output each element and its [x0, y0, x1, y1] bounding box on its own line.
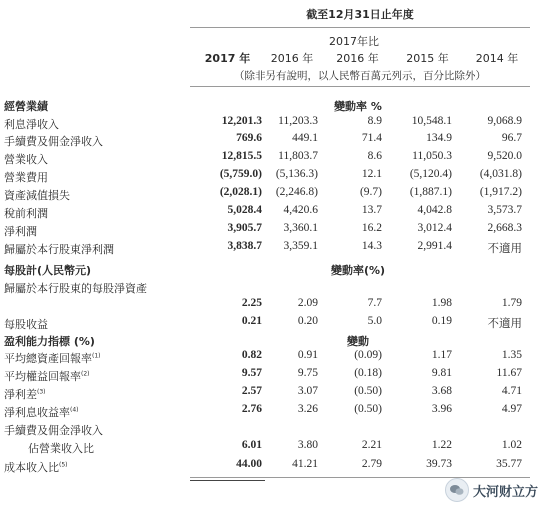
row-label-text: 歸屬於本行股東的每股淨資產	[4, 282, 147, 295]
table-cell: 14.3	[361, 240, 382, 252]
section-per-share-change: 變動率(%)	[330, 264, 386, 277]
row-label-text: 手續費及佣金淨收入	[4, 135, 103, 148]
table-cell: 449.1	[292, 132, 318, 144]
table-cell: 3,573.7	[487, 204, 522, 216]
table-cell: 5.0	[367, 315, 382, 327]
table-cell: (2,028.1)	[219, 186, 262, 198]
table-cell: 9,520.0	[487, 150, 522, 162]
footnote-marker: (4)	[70, 406, 79, 414]
table-cell: 2,668.3	[487, 222, 522, 234]
row-label-text: 歸屬於本行股東淨利潤	[4, 243, 114, 256]
row-label	[4, 151, 48, 167]
row-label-text: 淨利差	[4, 388, 37, 401]
footnote-marker: (3)	[37, 388, 46, 396]
comparison-header: 2017年比	[329, 35, 379, 48]
table-cell: 3.96	[431, 403, 452, 415]
row-label	[4, 404, 79, 420]
table-cell: 1.98	[431, 297, 452, 309]
year-header-2014: 2014 年	[475, 52, 519, 65]
table-cell: 9.75	[297, 367, 318, 379]
table-cell: 71.4	[361, 132, 382, 144]
table-cell: (2,246.8)	[275, 186, 318, 198]
row-label-text: 每股收益	[4, 318, 48, 331]
table-cell: 5,028.4	[227, 204, 262, 216]
row-label	[4, 350, 101, 366]
table-cell: 11,803.7	[278, 150, 318, 162]
table-cell: (0.50)	[354, 403, 382, 415]
table-cell: 6.01	[241, 439, 262, 451]
table-cell: 4.71	[501, 385, 522, 397]
table-cell: (1,917.2)	[479, 186, 522, 198]
footnote-marker: (5)	[59, 461, 68, 469]
watermark-text: 大河财立方	[472, 484, 538, 500]
table-cell: (0.09)	[354, 349, 382, 361]
row-label-text: 成本收入比	[4, 461, 59, 474]
section-per-share: 每股計(人民幣元)	[4, 264, 92, 277]
table-cell: 2.57	[241, 385, 262, 397]
table-cell: 11,203.3	[278, 115, 318, 127]
table-cell: (1,887.1)	[409, 186, 452, 198]
table-cell: 不適用	[487, 243, 522, 255]
table-cell: 1.79	[501, 297, 522, 309]
table-cell: 3,012.4	[417, 222, 452, 234]
footnote-marker: (2)	[81, 370, 90, 378]
table-cell: (0.18)	[354, 367, 382, 379]
table-cell: 9.81	[431, 367, 452, 379]
watermark	[445, 478, 538, 502]
row-label-text: 淨利潤	[4, 225, 37, 238]
table-cell: 13.7	[361, 204, 382, 216]
table-cell: 2.21	[361, 439, 382, 451]
row-label-text: 手續費及佣金淨收入	[4, 424, 103, 437]
table-cell: 134.9	[426, 132, 452, 144]
table-cell: 39.73	[426, 458, 452, 470]
row-label	[4, 116, 59, 132]
row-label	[4, 241, 114, 257]
table-cell: 8.9	[367, 115, 382, 127]
row-label	[4, 422, 103, 438]
row-label	[4, 205, 48, 221]
year-header-2015: 2015 年	[406, 52, 449, 65]
table-cell: 41.21	[292, 458, 318, 470]
row-label-text: 稅前利潤	[4, 207, 48, 220]
table-cell: 0.21	[241, 315, 262, 327]
section-operating-change: 變動率 %	[334, 100, 382, 113]
wechat-icon	[445, 478, 469, 502]
table-cell: 3,360.1	[283, 222, 318, 234]
table-cell: 3,838.7	[227, 240, 262, 252]
period-header: 截至12月31日止年度	[306, 8, 414, 21]
table-cell: 16.2	[361, 222, 382, 234]
row-label-text: 營業費用	[4, 171, 48, 184]
row-label	[4, 133, 103, 149]
table-cell: 1.02	[501, 439, 522, 451]
table-cell: 8.6	[367, 150, 382, 162]
table-cell: 9,068.9	[487, 115, 522, 127]
row-label	[4, 459, 68, 475]
row-label-text: 平均總資產回報率	[4, 352, 92, 365]
table-cell: 0.19	[431, 315, 452, 327]
table-cell: 11.67	[496, 367, 522, 379]
table-cell: 2.25	[241, 297, 262, 309]
table-cell: 4,042.8	[417, 204, 452, 216]
table-cell: 11,050.3	[412, 150, 452, 162]
table-cell: 0.91	[297, 349, 318, 361]
row-label	[4, 316, 48, 332]
row-label-text: 佔營業收入比	[28, 442, 94, 455]
table-cell: 2.79	[361, 458, 382, 470]
table-cell: 2.09	[297, 297, 318, 309]
table-cell: 3.68	[431, 385, 452, 397]
table-cell: (9.7)	[359, 186, 382, 198]
year-header-2017: 2017 年	[204, 52, 251, 65]
row-label-text: 平均權益回報率	[4, 370, 81, 383]
table-cell: 9.57	[241, 367, 262, 379]
table-cell: (5,120.4)	[409, 168, 452, 180]
row-label-text: 淨利息收益率	[4, 406, 70, 419]
row-label-text: 營業收入	[4, 153, 48, 166]
header-bottom-divider	[190, 86, 530, 87]
table-cell: 0.20	[297, 315, 318, 327]
year-header-2016: 2016 年	[270, 52, 314, 65]
row-label	[4, 223, 37, 239]
table-cell: 44.00	[236, 458, 262, 470]
table-cell: (5,759.0)	[219, 168, 262, 180]
row-label	[4, 368, 90, 384]
table-cell: (4,031.8)	[479, 168, 522, 180]
table-cell: 1.17	[431, 349, 452, 361]
section-operating-results: 經營業績	[4, 100, 48, 113]
table-cell: 4,420.6	[283, 204, 318, 216]
unit-note: （除非另有說明，以人民幣百萬元列示，百分比除外）	[234, 70, 486, 82]
section-profitability: 盈利能力指標 (%)	[4, 335, 95, 348]
table-cell: 不適用	[487, 318, 522, 330]
table-cell: 7.7	[367, 297, 382, 309]
table-cell: 12.1	[361, 168, 382, 180]
table-cell: 2.76	[241, 403, 262, 415]
table-cell: 35.77	[496, 458, 522, 470]
table-cell: 96.7	[501, 132, 522, 144]
table-cell: 3.07	[297, 385, 318, 397]
total-double-rule	[190, 480, 265, 481]
table-cell: 12,201.3	[221, 115, 262, 127]
table-cell: 4.97	[501, 403, 522, 415]
table-cell: 0.82	[241, 349, 262, 361]
table-cell: 3,359.1	[283, 240, 318, 252]
table-cell: 3,905.7	[227, 222, 262, 234]
row-label	[28, 440, 94, 456]
row-label-text: 利息淨收入	[4, 118, 59, 131]
table-cell: 1.22	[431, 439, 452, 451]
section-profitability-change: 變動	[347, 335, 369, 348]
table-cell: 12,815.5	[221, 150, 262, 162]
row-label	[4, 280, 147, 296]
header-divider	[190, 27, 530, 28]
row-label	[4, 169, 48, 185]
table-cell: (5,136.3)	[275, 168, 318, 180]
row-label	[4, 386, 46, 402]
table-cell: 10,548.1	[411, 115, 452, 127]
table-cell: 2,991.4	[417, 240, 452, 252]
footnote-marker: (1)	[92, 352, 101, 360]
table-cell: 769.6	[236, 132, 262, 144]
table-cell: (0.50)	[354, 385, 382, 397]
year-header-2016-change: 2016 年	[336, 52, 379, 65]
table-cell: 3.80	[297, 439, 318, 451]
table-cell: 1.35	[501, 349, 522, 361]
table-cell: 3.26	[297, 403, 318, 415]
row-label-text: 資產減值損失	[4, 189, 70, 202]
row-label	[4, 187, 70, 203]
